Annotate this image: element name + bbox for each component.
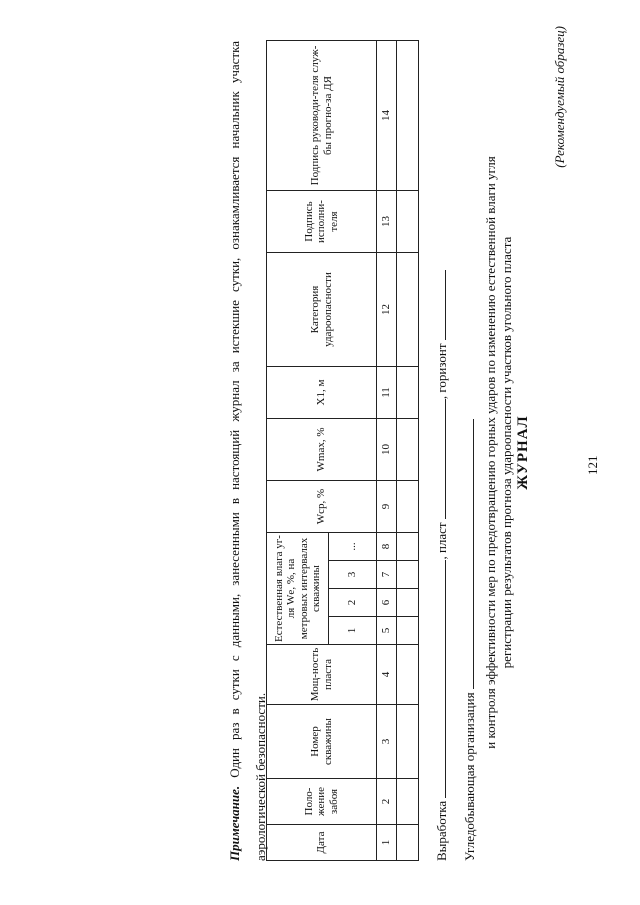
column-number: 14: [377, 41, 397, 191]
empty-cell: [397, 825, 419, 861]
journal-title: ЖУРНАЛ: [515, 415, 531, 490]
recommended-sample-label: (Рекомендуемый образец): [552, 26, 567, 168]
empty-cell: [397, 367, 419, 419]
page-number: 121: [585, 455, 600, 475]
column-number: 10: [377, 419, 397, 481]
column-number: 7: [377, 561, 397, 589]
header-interval-2: 2: [329, 589, 377, 617]
empty-cell: [397, 645, 419, 705]
empty-cell: [397, 191, 419, 253]
organization-field: [462, 419, 476, 861]
column-number: 8: [377, 533, 397, 561]
empty-cell: [397, 253, 419, 367]
header-head-signature: Подпись руководи-теля служ-бы прогно-за ДЯ: [267, 41, 377, 191]
header-w-max: Wmax, %: [267, 419, 377, 481]
organization-label: Угледобывающая организация: [462, 692, 477, 861]
empty-cell: [397, 617, 419, 645]
journal-table: [266, 40, 419, 861]
header-x1: X1, м: [267, 367, 377, 419]
empty-cell: [397, 561, 419, 589]
header-interval-more: ...: [329, 533, 377, 561]
header-hazard-category: Категория удароопасности: [267, 253, 377, 367]
note-text: Один раз в сутки с данными, занесенными в настоящий журнал за истекшие сутки, ознакамливается начальник участка аэрологической безопасности.: [227, 41, 268, 861]
column-number: 1: [377, 825, 397, 861]
empty-cell: [397, 533, 419, 561]
organization-blank-line: [462, 419, 474, 689]
header-interval-3: 3: [329, 561, 377, 589]
empty-cell: [397, 481, 419, 533]
horizon-label: , горизонт: [434, 343, 449, 400]
journal-subtitle-line2: и контроля эффективности мер по предотвращению горных ударов по изменению естественной влаги угля: [483, 156, 498, 749]
column-number: 12: [377, 253, 397, 367]
empty-cell: [397, 705, 419, 779]
working-label: Выработка: [434, 800, 449, 861]
header-executor-signature: Подпись исполни-теля: [267, 191, 377, 253]
seam-blank-line: [434, 399, 446, 519]
empty-cell: [397, 779, 419, 825]
table-note: [222, 41, 274, 861]
empty-cell: [397, 41, 419, 191]
working-blank-line: [434, 560, 446, 798]
header-date: Дата: [267, 825, 377, 861]
column-number: 4: [377, 645, 397, 705]
column-number: 3: [377, 705, 397, 779]
empty-cell: [397, 419, 419, 481]
header-borehole-number: Номер скважины: [267, 705, 377, 779]
column-number: 5: [377, 617, 397, 645]
column-number: 6: [377, 589, 397, 617]
header-natural-moisture: Естественная влага уг-ля Wе, %, на метровых интервалах скважины: [267, 533, 329, 645]
header-face-position: Поло-жение забоя: [267, 779, 377, 825]
seam-label: , пласт: [434, 522, 449, 560]
working-seam-horizon-field: [434, 270, 448, 861]
header-seam-thickness: Мощ-ность пласта: [267, 645, 377, 705]
horizon-blank-line: [434, 270, 446, 340]
note-title: Примечание.: [227, 785, 242, 861]
column-number: 13: [377, 191, 397, 253]
header-interval-1: 1: [329, 617, 377, 645]
journal-subtitle-line1: регистрации результатов прогноза удароопасности участков угольного пласта: [499, 236, 514, 669]
header-w-avg: Wср, %: [267, 481, 377, 533]
column-number: 9: [377, 481, 397, 533]
column-number: 11: [377, 367, 397, 419]
column-number: 2: [377, 779, 397, 825]
empty-cell: [397, 589, 419, 617]
